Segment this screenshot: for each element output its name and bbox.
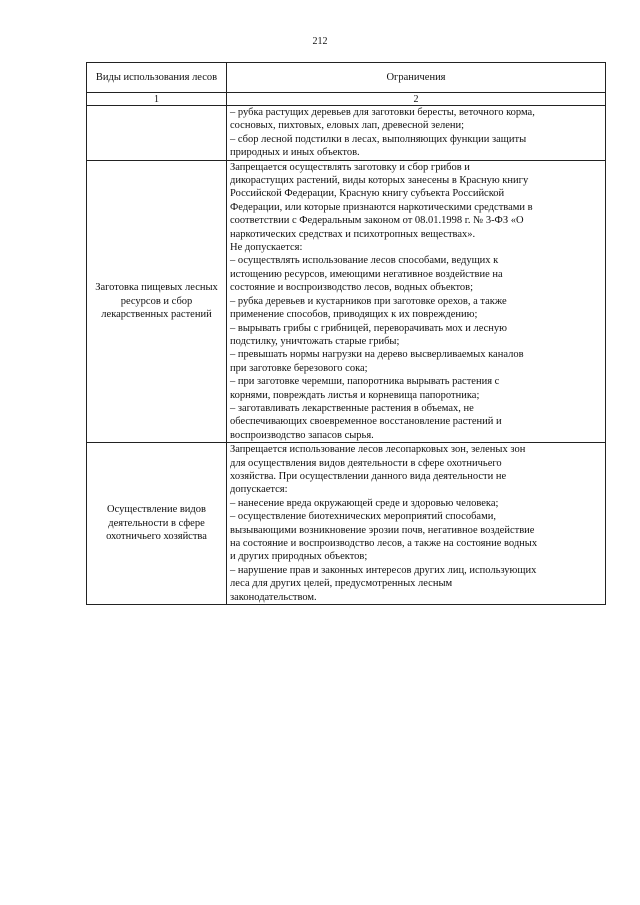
column-number-1: 1 [87,93,227,106]
restriction-text-line: воспроизводство запасов сырья. [230,429,374,441]
restriction-text-line: – нанесение вреда окружающей среде и здоровью человека; [230,497,499,509]
restrictions-table [86,62,606,605]
restriction-text-line: – заготавливать лекарственные растения в объемах, не [230,402,474,414]
restriction-text-line: Запрещается использование лесов лесопарковых зон, зеленых зон [230,444,526,456]
restriction-text-line: и других природных объектов; [230,551,368,563]
restriction-text-line: истощению ресурсов, имеющими негативное воздействие на [230,268,503,280]
restriction-text-line: состояние и воспроизводство лесов, водных объектов; [230,282,474,294]
page-number: 212 [312,36,328,47]
restriction-text-line: природных и иных объектов. [230,147,360,159]
restriction-text-line: леса для других целей, предусмотренных лесным [230,578,453,590]
table-row [87,106,606,161]
restriction-text-line: применение способов, приводящих к их повреждению; [230,309,478,321]
restriction-text-line: подстилку, уничтожать старые грибы; [230,335,400,347]
restriction-text-line: при заготовке березового сока; [230,362,368,374]
restriction-text-line: Федерации, или которые признаются наркотическими средствами в [230,201,533,213]
table-row [87,160,606,443]
restriction-text-line: – осуществлять использование лесов способами, ведущих к [230,255,499,267]
restriction-text-line: – нарушение прав и законных интересов других лиц, использующих [230,564,537,576]
restriction-text-line: Запрещается осуществлять заготовку и сбор грибов и [230,161,470,173]
restriction-text-line: допускается: [230,484,288,496]
restriction-text-line: сосновых, пихтовых, еловых лап, древесной зелени; [230,120,465,132]
column-number-2: 2 [227,93,606,106]
restriction-text-line: корнями, повреждать листья и корневища папоротника; [230,389,480,401]
table-header-row [87,63,606,93]
table-body [87,106,606,605]
restriction-text-line: соответствии с Федеральным законом от 08.01.1998 г. № 3-ФЗ «О [230,215,524,227]
restrictions-cell [227,160,606,443]
forest-use-type-cell [87,106,227,161]
restriction-text-line: обеспечивающих своевременное восстановление растений и [230,416,502,428]
restriction-text-line: – сбор лесной подстилки в лесах, выполняющих функции защиты [230,133,527,145]
restriction-text-line: на состояние и воспроизводство лесов, а также на состояние водных [230,538,538,549]
restrictions-cell [227,106,606,161]
forest-use-type-cell: Заготовка пищевых лесных ресурсов и сбор лекарственных растений [87,160,227,443]
restriction-text-line: вызывающими возникновение эрозии почв, негативное воздействие [230,524,535,536]
forest-use-type-cell: Осуществление видов деятельности в сфере охотничьего хозяйства [87,443,227,605]
restriction-text-line: Российской Федерации, Красную книгу субъекта Российской [230,188,505,200]
restriction-text-line: – при заготовке черемши, папоротника вырывать растения с [230,376,500,388]
restriction-text-line: дикорастущих растений, виды которых занесены в Красную книгу [230,175,529,187]
restriction-text-line: – рубка растущих деревьев для заготовки бересты, веточного корма, [230,107,535,118]
restriction-text-line: законодательством. [230,591,317,603]
header-restrictions: Ограничения [227,63,606,93]
restriction-text-line: наркотических средствах и психотропных веществах». [230,228,476,240]
restriction-text-line: Не допускается: [230,242,303,254]
restriction-text-line: хозяйства. При осуществлении данного вида деятельности не [230,470,507,482]
column-number-row [87,93,606,106]
restrictions-cell [227,443,606,605]
restriction-text-line: – вырывать грибы с грибницей, переворачивать мох и лесную [230,322,508,334]
restriction-text-line: – рубка деревьев и кустарников при заготовке орехов, а также [230,295,507,307]
table-row [87,443,606,605]
restriction-text-line: – превышать нормы нагрузки на дерево высверливаемых каналов [230,349,524,361]
header-forest-use-types: Виды использования лесов [87,63,227,93]
restriction-text-line: для осуществления видов деятельности в сфере охотничьего [230,457,502,469]
restriction-text-line: – осуществление биотехнических мероприятий способами, [230,511,496,523]
